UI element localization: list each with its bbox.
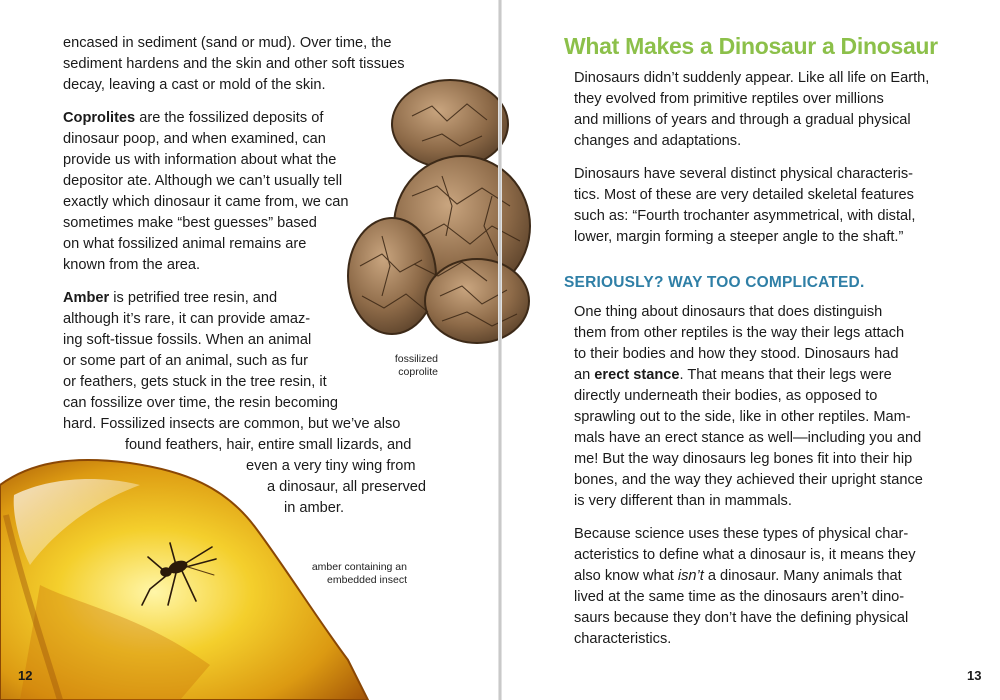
para2-line: Dinosaurs have several distinct physical characteris- [574, 166, 914, 182]
para1-line: changes and adaptations. [574, 133, 742, 149]
para3-line: is very different than in mammals. [574, 493, 792, 509]
coprolites-line: depositor ate. Although we can’t usually tell [63, 173, 343, 189]
amber-line: ing soft-tissue fossils. When an animal [63, 332, 312, 348]
isnt-line: also know what isn’t a dinosaur. Many animals that [574, 568, 902, 584]
coprolites-term: Coprolites [63, 110, 136, 126]
coprolites-line: on what fossilized animal remains are [63, 236, 307, 252]
amber-line: hard. Fossilized insects are common, but we’ve also [63, 416, 401, 432]
para4-line: saurs because they don’t have the defining physical [574, 610, 909, 626]
para2-line: lower, margin forming a steeper angle to the shaft.” [574, 229, 904, 245]
para3-line: me! But the way dinosaurs leg bones fit into their hip [574, 451, 913, 467]
para2-line: such as: “Fourth trochanter asymmetrical, with distal, [574, 208, 916, 224]
amber-line: in amber. [284, 500, 345, 516]
coprolite-caption: fossilized coprolite [394, 353, 438, 378]
erect-stance-term: erect stance [594, 367, 680, 383]
amber-line: or feathers, gets stuck in the tree resin, it [63, 374, 327, 390]
para3-line: One thing about dinosaurs that does distinguish [574, 304, 883, 320]
amber-line: or some part of an animal, such as fur [63, 353, 308, 369]
amber-line: although it’s rare, it can provide amaz- [63, 311, 311, 327]
amber-line: found feathers, hair, entire small lizards, and [125, 437, 412, 453]
page-number-left: 12 [18, 668, 33, 683]
para3-line: bones, and the way they achieved their upright stance [574, 472, 923, 488]
erect-stance-line: an erect stance. That means that their legs were [574, 367, 892, 383]
amber-line: a dinosaur, all preserved [267, 479, 427, 495]
section-subheading: SERIOUSLY? WAY TOO COMPLICATED. [564, 274, 865, 291]
para4-line: characteristics. [574, 631, 672, 647]
amber-term: Amber [63, 290, 110, 306]
coprolites-line: dinosaur poop, and when examined, can [63, 131, 326, 147]
para3-line: sprawling out to the side, like in other reptiles. Mam- [574, 409, 911, 425]
para4-line: Because science uses these types of physical char- [574, 526, 909, 542]
coprolites-line: exactly which dinosaur it came from, we can [63, 194, 349, 210]
amber-first-line: Amber is petrified tree resin, and [63, 290, 278, 306]
intro-line: decay, leaving a cast or mold of the skin. [63, 77, 326, 93]
page-heading: What Makes a Dinosaur a Dinosaur [564, 33, 938, 59]
para1-line: they evolved from primitive reptiles over millions [574, 91, 884, 107]
amber-caption: amber containing an embedded insect [311, 561, 407, 586]
para3-line: them from other reptiles is the way their legs attach [574, 325, 905, 341]
coprolites-line: provide us with information about what the [63, 152, 337, 168]
coprolites-line: known from the area. [63, 257, 201, 273]
left-page [0, 0, 499, 700]
para4-line: lived at the same time as the dinosaurs aren’t dino- [574, 589, 905, 605]
para3-line: directly underneath their bodies, as opposed to [574, 388, 878, 404]
right-page [501, 0, 1000, 700]
page-number-right: 13 [967, 668, 982, 683]
coprolites-first-line: Coprolites are the fossilized deposits of [63, 110, 324, 126]
intro-line: sediment hardens and the skin and other soft tissues [63, 56, 405, 72]
para3-line: to their bodies and how they stood. Dinosaurs had [574, 346, 899, 362]
amber-line: even a very tiny wing from [246, 458, 416, 474]
coprolites-line: sometimes make “best guesses” based [63, 215, 317, 231]
intro-line: encased in sediment (sand or mud). Over time, the [63, 35, 392, 51]
para2-line: tics. Most of these are very detailed skeletal features [574, 187, 914, 203]
isnt-emphasis: isn’t [677, 568, 704, 584]
amber-line: can fossilize over time, the resin becoming [63, 395, 338, 411]
para1-line: Dinosaurs didn’t suddenly appear. Like all life on Earth, [574, 70, 930, 86]
para1-line: and millions of years and through a gradual physical [574, 112, 911, 128]
para4-line: acteristics to define what a dinosaur is, it means they [574, 547, 916, 563]
para3-line: mals have an erect stance as well—including you and [574, 430, 922, 446]
